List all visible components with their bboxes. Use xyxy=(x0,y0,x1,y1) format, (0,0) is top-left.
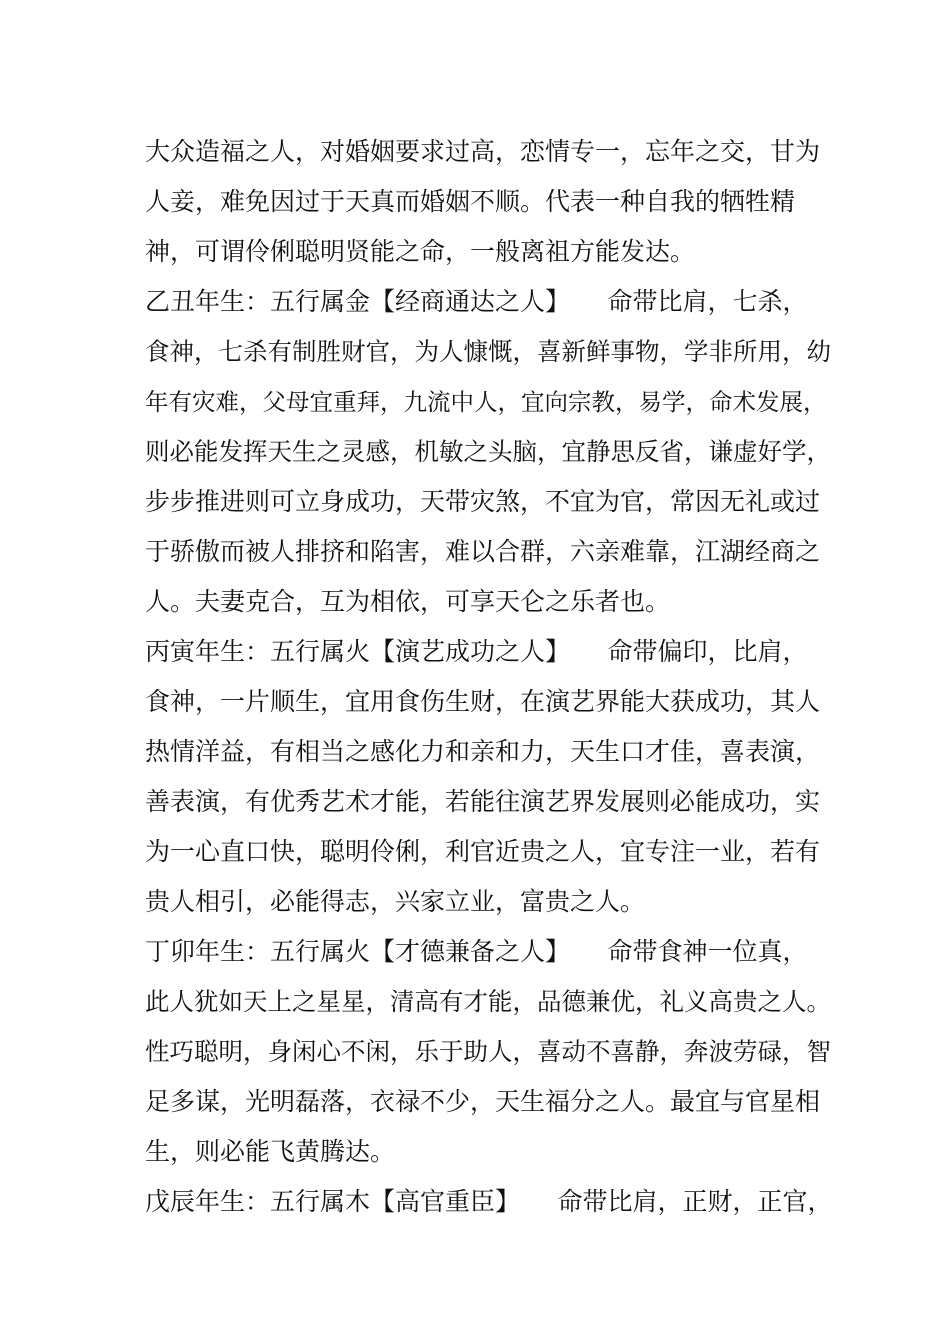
text-line: 热情洋益，有相当之感化力和亲和力，天生口才佳，喜表演， xyxy=(145,737,821,766)
text-line: 则必能发挥天生之灵感，机敏之头脑，宜静思反省，谦虚好学， xyxy=(145,437,831,466)
text-line: 戊辰年生：五行属木【高官重臣】 命带比肩，正财，正官， xyxy=(145,1187,833,1216)
text-line: 此人犹如天上之星星，清高有才能，品德兼优，礼义高贵之人。 xyxy=(145,987,831,1016)
text-line: 食神，七杀有制胜财官，为人慷慨，喜新鲜事物，学非所用，幼 xyxy=(145,337,831,366)
text-line: 人妾，难免因过于天真而婚姻不顺。代表一种自我的牺牲精 xyxy=(145,187,796,216)
text-line: 足多谋，光明磊落，衣禄不少，天生福分之人。最宜与官星相 xyxy=(145,1087,821,1116)
text-line: 神，可谓伶俐聪明贤能之命，一般离祖方能发达。 xyxy=(145,237,696,266)
text-line: 于骄傲而被人排挤和陷害，难以合群，六亲难靠，江湖经商之 xyxy=(145,537,821,566)
text-line: 步步推进则可立身成功，天带灾煞，不宜为官，常因无礼或过 xyxy=(145,487,821,516)
text-line: 性巧聪明，身闲心不闲，乐于助人，喜动不喜静，奔波劳碌，智 xyxy=(145,1037,831,1066)
text-line: 为一心直口快，聪明伶俐，利官近贵之人，宜专注一业，若有 xyxy=(145,837,821,866)
text-line: 善表演，有优秀艺术才能，若能往演艺界发展则必能成功，实 xyxy=(145,787,821,816)
text-line: 大众造福之人，对婚姻要求过高，恋情专一，忘年之交，甘为 xyxy=(145,137,821,166)
text-line: 人。夫妻克合，互为相依，可享天仑之乐者也。 xyxy=(145,587,671,616)
text-line: 年有灾难，父母宜重拜，九流中人，宜向宗教，易学，命术发展， xyxy=(145,388,827,416)
body-text xyxy=(145,127,833,1227)
text-line: 丁卯年生：五行属火【才德兼备之人】 命带食神一位真， xyxy=(145,937,808,966)
text-line: 生，则必能飞黄腾达。 xyxy=(145,1137,396,1166)
text-line: 贵人相引，必能得志，兴家立业，富贵之人。 xyxy=(145,887,646,916)
text-line: 乙丑年生：五行属金【经商通达之人】 命带比肩，七杀， xyxy=(145,287,808,316)
text-line: 食神，一片顺生，宜用食伤生财，在演艺界能大获成功，其人 xyxy=(145,687,821,716)
text-line: 丙寅年生：五行属火【演艺成功之人】 命带偏印，比肩， xyxy=(145,637,808,666)
